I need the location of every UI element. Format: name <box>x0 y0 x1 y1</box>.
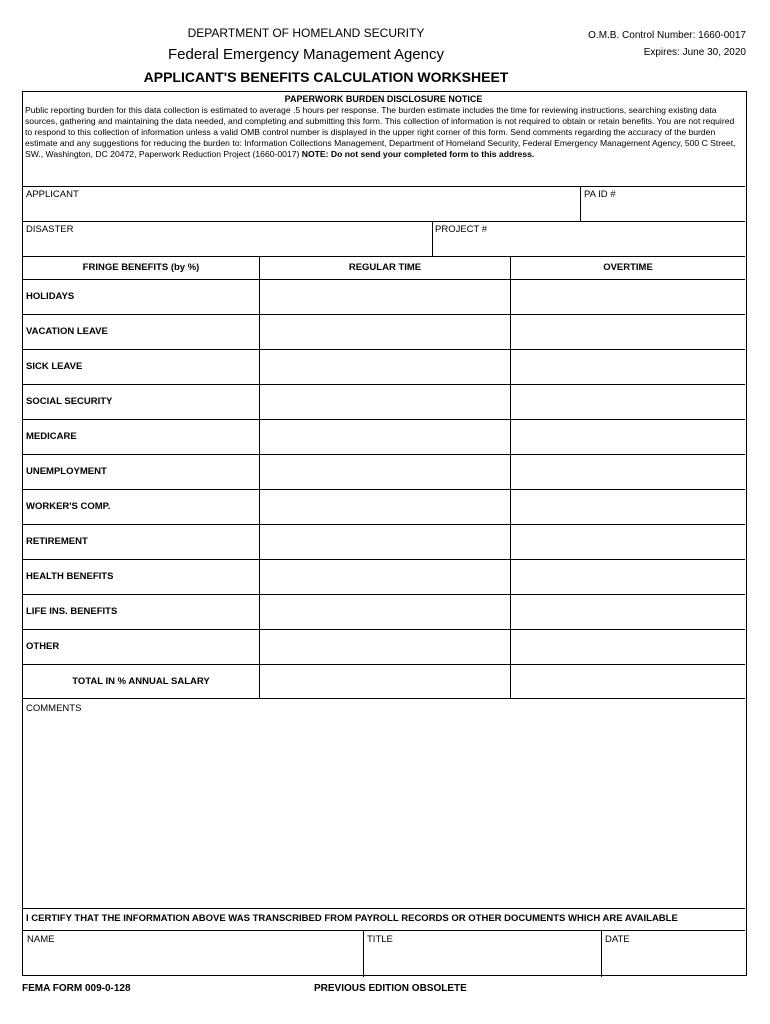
divider <box>23 256 745 257</box>
row-label-unemployment: UNEMPLOYMENT <box>26 466 107 477</box>
applicant-field[interactable] <box>23 186 580 221</box>
form-number: FEMA FORM 009-0-128 <box>22 983 131 994</box>
vacation-leave-overtime-input[interactable] <box>511 315 745 349</box>
row-label-total: TOTAL IN % ANNUAL SALARY <box>72 676 210 687</box>
life-ins-overtime-input[interactable] <box>511 595 745 629</box>
department-name: DEPARTMENT OF HOMELAND SECURITY <box>187 26 425 40</box>
notice-body <box>25 105 742 160</box>
omb-control-number: O.M.B. Control Number: 1660-0017 <box>588 30 746 41</box>
notice-text: Public reporting burden for this data collection is estimated to average .5 hours per response. The burden estimate includes the time for reviewing instructions, searching existing data sources, gathering and maintaining the data needed, and completing and submitting this form. This collection of information is not required to obtain or retain benefits. You are not required to respond to this collection of information unless a valid OMB control number is displayed in the upper right corner of this form. Send comments regarding the accuracy of the burden estimate and any suggestions for reducing the burden to: Information Collections Management, Department of Homeland Security, Federal Emergency Management Agency, 500 C Street, SW., Washington, DC 20472, Paperwork Reduction Project (1660-0017) <box>25 105 736 159</box>
name-field[interactable] <box>23 931 363 977</box>
comments-label: COMMENTS <box>26 703 82 714</box>
disaster-field[interactable] <box>23 221 432 256</box>
paperwork-notice <box>23 92 745 186</box>
col-fringe-benefits: FRINGE BENEFITS (by %) <box>82 262 200 273</box>
unemployment-overtime-input[interactable] <box>511 455 745 489</box>
row-label-social-security: SOCIAL SECURITY <box>26 396 113 407</box>
row-label-vacation-leave: VACATION LEAVE <box>26 326 108 337</box>
date-field[interactable] <box>602 931 745 977</box>
name-label: NAME <box>27 934 55 945</box>
medicare-regular-input[interactable] <box>260 420 510 454</box>
title-label: TITLE <box>367 934 393 945</box>
date-label: DATE <box>605 934 630 945</box>
project-field[interactable] <box>433 221 745 256</box>
expiration-date: Expires: June 30, 2020 <box>643 47 746 58</box>
medicare-overtime-input[interactable] <box>511 420 745 454</box>
other-regular-input[interactable] <box>260 630 510 664</box>
vacation-leave-regular-input[interactable] <box>260 315 510 349</box>
applicant-label: APPLICANT <box>26 189 79 200</box>
unemployment-regular-input[interactable] <box>260 455 510 489</box>
other-overtime-input[interactable] <box>511 630 745 664</box>
divider <box>23 908 745 909</box>
pa-id-field[interactable] <box>581 186 745 221</box>
workers-comp-overtime-input[interactable] <box>511 490 745 524</box>
col-regular-time: REGULAR TIME <box>348 262 422 273</box>
project-label: PROJECT # <box>435 224 488 235</box>
row-label-sick-leave: SICK LEAVE <box>26 361 83 372</box>
certification-statement: I CERTIFY THAT THE INFORMATION ABOVE WAS TRANSCRIBED FROM PAYROLL RECORDS OR OTHER DOCUMENTS WHICH ARE AVAILABLE <box>26 913 678 924</box>
notice-title: PAPERWORK BURDEN DISCLOSURE NOTICE <box>284 94 483 104</box>
health-benefits-regular-input[interactable] <box>260 560 510 594</box>
title-field[interactable] <box>364 931 601 977</box>
workers-comp-regular-input[interactable] <box>260 490 510 524</box>
life-ins-regular-input[interactable] <box>260 595 510 629</box>
col-overtime: OVERTIME <box>603 262 653 273</box>
worksheet-form <box>22 91 747 976</box>
total-overtime-input[interactable] <box>511 665 745 698</box>
health-benefits-overtime-input[interactable] <box>511 560 745 594</box>
row-label-health-benefits: HEALTH BENEFITS <box>26 571 114 582</box>
agency-name: Federal Emergency Management Agency <box>168 46 444 63</box>
retirement-regular-input[interactable] <box>260 525 510 559</box>
retirement-overtime-input[interactable] <box>511 525 745 559</box>
holidays-regular-input[interactable] <box>260 280 510 314</box>
disaster-label: DISASTER <box>26 224 74 235</box>
edition-notice: PREVIOUS EDITION OBSOLETE <box>314 983 467 994</box>
sick-leave-regular-input[interactable] <box>260 350 510 384</box>
row-label-medicare: MEDICARE <box>26 431 77 442</box>
social-security-regular-input[interactable] <box>260 385 510 419</box>
comments-field[interactable] <box>23 699 745 908</box>
form-title: APPLICANT'S BENEFITS CALCULATION WORKSHEET <box>143 69 509 85</box>
row-label-workers-comp: WORKER'S COMP. <box>26 501 111 512</box>
row-label-holidays: HOLIDAYS <box>26 291 75 302</box>
social-security-overtime-input[interactable] <box>511 385 745 419</box>
notice-emphasis: NOTE: Do not send your completed form to this address. <box>301 149 535 159</box>
holidays-overtime-input[interactable] <box>511 280 745 314</box>
row-label-other: OTHER <box>26 641 60 652</box>
total-regular-input[interactable] <box>260 665 510 698</box>
row-label-life-ins-benefits: LIFE INS. BENEFITS <box>26 606 118 617</box>
sick-leave-overtime-input[interactable] <box>511 350 745 384</box>
pa-id-label: PA ID # <box>584 189 616 200</box>
row-label-retirement: RETIREMENT <box>26 536 88 547</box>
